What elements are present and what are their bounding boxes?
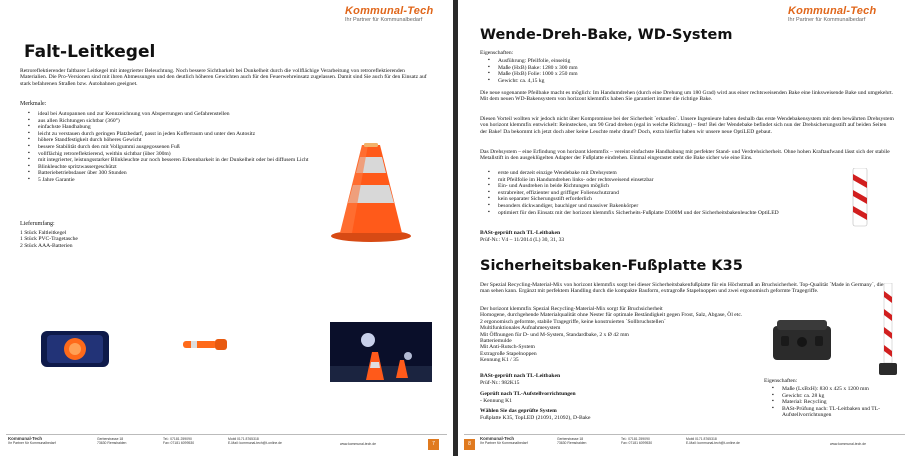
k35-waehlen: Wählen Sie das geprüfte System xyxy=(480,408,557,414)
brand-name: Kommunal-Tech xyxy=(345,5,434,17)
specs-list xyxy=(764,386,911,419)
footer-rule xyxy=(6,434,447,435)
footer-address xyxy=(97,437,126,445)
footer-brand-name-right: Kommunal-Tech xyxy=(480,436,515,441)
k35-feature-item: Multifunktionales Aufnahmesystem xyxy=(480,325,561,332)
feature-item: ▪ ideal bei Autopannen und zur Kennzeichnung von Absperrungen und Gefahrenstellen xyxy=(38,111,343,118)
page-number: 7 xyxy=(428,439,439,450)
brand-tagline-right: Ihr Partner für Kommunalbedarf xyxy=(788,17,866,23)
specs-heading: Eigenschaften: xyxy=(764,378,798,384)
k35-kennung: - Kennung K1 xyxy=(480,398,513,404)
k35-feature-item: Mit Öffnungen für D- und M-System, Standardbake, 2 x Ø 42 mm xyxy=(480,331,629,338)
intro-text: Retroreflektierender faltbarer Leitkegel mit integrierter Beleuchtung. Noch bessere Sichtbarkeit bei Dunkelheit durch die vollflächige Verarbeitung von retroreflektierenden Materialien. Die Pro-Versionen sind mit ihren Abmessungen und den deutlich höheren Gewichten auch für den Feuerwehreinsatz zugelassen. Damit sind Sie auch für den Einsatz auf stark befahrenen Straßen bzw. Autobahnen geeignet. xyxy=(20,68,427,87)
footer-addr2-right: 73630 Remshalden xyxy=(557,441,587,446)
footer-email-right: E-Mail: kommunal-tech@t-online.de xyxy=(686,441,740,446)
feature-item: ▪ vollflächig retroreflektierend, weithin sichtbar (über 300m) xyxy=(38,151,343,158)
feature-item: ▪ leicht zu verstauen durch geringen Platzbedarf, passt in jeden Kofferraum und unter den Autositz xyxy=(38,131,343,138)
footer-address-right xyxy=(557,437,586,445)
k35-feature-item: Homogene, durchgehende Materialqualität ohne Nester für optimale Beständigkeit gegen Frost, Salz, Abgase, Öl etc. xyxy=(480,312,743,319)
footer-rule-right xyxy=(464,434,905,435)
section-title-k35: Sicherheitsbaken-Fußplatte K35 xyxy=(480,258,743,274)
k35-feature-item: Mit Anti-Rutsch-System xyxy=(480,344,535,351)
features-list xyxy=(20,111,343,184)
footer-tel: Tel.: 07181 259090 xyxy=(163,437,192,441)
k35-feature-item: Der horizont klemmfix Spezial Recycling-Material-Mix sorgt für Bruchsicherheit xyxy=(480,306,663,312)
feature-item: ▪ aus allen Richtungen sichtbar (360°) xyxy=(38,118,343,125)
footer-contact xyxy=(228,437,282,445)
wd-pruefnr: Prüf-Nr.: V4 – 11/2014 (L) 30, 31, 33 xyxy=(480,237,565,243)
delivery-item: 1 Stück PVC-Tragetasche xyxy=(20,236,78,243)
wd-feature-item: ▪ mit Pfeilfolie im Handumdrehen links- oder rechtsweisend einsetzbar xyxy=(498,177,798,184)
page-left xyxy=(0,0,453,456)
page-number-right: 8 xyxy=(464,439,475,450)
footer-addr1-right: Gerberstrasse 18 xyxy=(557,437,584,441)
footer-addr2: 73630 Remshalden xyxy=(97,441,127,446)
delivery-list xyxy=(20,230,78,249)
props-list xyxy=(480,58,798,84)
k35-system: Fußplatte K35, TopLED (21091, 21092), D-Bake xyxy=(480,415,591,421)
brand-logo xyxy=(345,5,433,23)
spec-item: ▪ BASt-Prüfung nach: TL-Leitbaken und TL-Aufstellvorrichtungen xyxy=(782,406,911,419)
spec-item: ▪ Material: Recycling xyxy=(782,399,911,406)
feature-item: ▪ bessere Stabilität durch den mit Vollgummi ausgegossenen Fuß xyxy=(38,144,343,151)
wd-para2: Diesen Vorteil wollten wir jedoch nicht über Kompromisse bei der Sicherheit ´erkaufen´. Unsere Ingenieure haben deshalb das erste Wendebakensystem mit dem bewährten Drehsystem von horizont klemmfix entwickelt: Reinstecken, um 90 Grad drehen (egal in welche Richtung) – fest! Bei der Wendebake befindet sich nun der Drehsicherungsstift auf beiden Seiten der Bake! Da bekommt ich jetzt doch aber keine Leuchte mehr drauf? Doch, extra hierfür haben wir unsere neue OptiLED gebaut. xyxy=(480,116,894,135)
wd-feature-item: ▪ Ein- und Ausdrehen in beide Richtungen möglich xyxy=(498,183,798,190)
footer-brand-sub-right: Ihr Partner für Kommunalbedarf xyxy=(480,441,528,445)
k35-feature-item: Kennung K1 / 35 xyxy=(480,357,519,364)
footer-brand xyxy=(8,436,56,445)
wd-para1: Die neue sogenannte Pfeilbake macht es möglich: Im Handumdrehen (durch eine Drehung um 180 Grad) wird aus einer rechtsweisenden Bake eine linksweisende Bake und umgekehrt. Mit dem neuen WD-Bakensystem von horizont klemmfix haben Sie garantiert immer die richtige Bake. xyxy=(480,90,894,103)
feature-item: ▪ einfachste Handhabung xyxy=(38,124,343,131)
footer-tel-right: Tel.: 07181 259090 xyxy=(621,437,650,441)
wd-feature-item: ▪ kein separater Sicherungsstift erforderlich xyxy=(498,196,798,203)
footer-brand-sub: Ihr Partner für Kommunalbedarf xyxy=(8,441,56,445)
section-title-wd-system: Wende-Dreh-Bake, WD-System xyxy=(480,27,733,43)
property-item: ▪ Gewicht: ca. 4,15 kg xyxy=(498,78,798,85)
k35-pruefnr: Prüf-Nr.: 982K15 xyxy=(480,380,520,386)
wende-bake-image xyxy=(850,168,870,228)
delivery-heading: Lieferumfang: xyxy=(20,221,55,227)
brand-tagline: Ihr Partner für Kommunalbedarf xyxy=(345,17,423,23)
feature-item: ▪ Blinkleuchte spritzwassergeschützt xyxy=(38,164,343,171)
footer-brand-name: Kommunal-Tech xyxy=(8,436,43,441)
footer-phone-right xyxy=(621,437,652,445)
feature-item: ▪ 5 Jahre Garantie xyxy=(38,177,343,184)
k35-feature-item: Extragroße Stapelnoppen xyxy=(480,350,537,357)
spec-item: ▪ Gewicht: ca. 28 kg xyxy=(782,393,911,400)
night-road-image xyxy=(330,322,432,382)
k35-feature-item: Batteriemulde xyxy=(480,338,512,345)
footer-addr1: Gerberstrasse 18 xyxy=(97,437,124,441)
wd-features-list xyxy=(480,170,798,216)
footer-contact-right xyxy=(686,437,740,445)
wd-feature-item: ▪ besonders dickwandiger, bauchiger und massiver Bakenkörper xyxy=(498,203,798,210)
footer-fax-right: Fax: 07181 6099530 xyxy=(621,441,653,446)
spec-item: ▪ Maße (LxBxH): 830 x 425 x 1200 mm xyxy=(782,386,911,393)
page-right xyxy=(458,0,911,456)
page-title: Falt-Leitkegel xyxy=(24,42,156,62)
wd-feature-item: ▪ extrabreiter, effizienter und griffiger Folienschutzrand xyxy=(498,190,798,197)
footer-email: E-Mail: kommunal-tech@t-online.de xyxy=(228,441,282,446)
feature-item: ▪ mit integrierter, leistungsstarker Blinkleuchte zur noch besseren Erkennbarkeit in der Dunkelheit oder bei diffusem Licht xyxy=(38,157,343,164)
footer-fax: Fax: 07181 6099530 xyxy=(163,441,195,446)
brand-name-right: Kommunal-Tech xyxy=(788,5,877,17)
wd-feature-item: ▪ erste und derzeit einzige Wendebake mit Drehsystem xyxy=(498,170,798,177)
property-item: ▪ Maße (HxB) Bake: 1280 x 300 mm xyxy=(498,65,798,72)
property-item: ▪ Ausführung: Pfeilfolie, einseitig xyxy=(498,58,798,65)
brand-logo-right xyxy=(788,5,876,23)
footer-web-link-right[interactable]: www.kommunal-tech.de xyxy=(830,442,866,446)
delivery-item: 2 Stück AAA-Batterien xyxy=(20,242,73,249)
k35-aufstell: Geprüft nach TL-Aufstellvorrichtungen xyxy=(480,391,576,397)
wd-para3: Das Drehsystem – eine Erfindung von horizont klemmfix – vereint einfachste Handhabung mit perfekter Stand- und Verdrehsicherheit. Ohne hohen Kraftaufwand lässt sich der stabile Metallstift in den ausgeklügelten Adapter der Fußplatte eindrehen. Einmal eingerastet steht die Bake sicher wie eine Eins. xyxy=(480,149,890,162)
features-heading: Merkmale: xyxy=(20,101,47,107)
fussplatte-image xyxy=(771,314,833,364)
delivery-item: 1 Stück Faltleitkegel xyxy=(20,230,67,236)
props-heading: Eigenschaften: xyxy=(480,50,514,56)
bake-with-fussplatte-image xyxy=(879,283,897,377)
footer-mobil-right: Mobil 0171 8765318 xyxy=(686,437,717,441)
wd-bast: BASt-geprüft nach TL-Leitbaken xyxy=(480,230,561,236)
footer-web-link[interactable]: www.kommunal-tech.de xyxy=(340,442,376,446)
k35-bast: BASt-geprüft nach TL-Leitbaken xyxy=(480,373,561,379)
k35-feature-item: 2 ergonomisch geformte, stabile Tragegriffe, keine konstruierten ´Sollbruchstellen´ xyxy=(480,318,666,325)
feature-item: ▪ höhere Standfestigkeit durch höheres Gewicht xyxy=(38,137,343,144)
footer-brand-right xyxy=(480,436,528,445)
folded-cone-image xyxy=(177,334,231,354)
feature-item: ▪ Batteriebetriebsdauer über 300 Stunden xyxy=(38,170,343,177)
footer-mobil: Mobil 0171 8765318 xyxy=(228,437,259,441)
traffic-cone-image xyxy=(328,143,414,243)
k35-list xyxy=(480,306,810,364)
property-item: ▪ Maße (HxB) Folie: 1000 x 250 mm xyxy=(498,71,798,78)
k35-para: Der Spezial Recycling-Material-Mix von horizont klemmfix sorgt bei dieser Sicherheitsbakenfußplatte für ein Höchstmaß an Bruchsicherheit. Top-Qualität ´Made in Germany´, die man sehen kann. Ergänzt mit perfektem Handling durch die kompakte Bauform, extragroße Stapelnoppen und zwei ergonomisch geformte Tragegriffe. xyxy=(480,282,884,295)
cone-in-bag-image xyxy=(37,327,113,371)
wd-feature-item: ▪ optimiert für den Einsatz mit der horizont klemmfix Sicherheits-Fußplatte D300M und der Sicherheitsbakenleuchte OptiLED xyxy=(498,210,798,217)
footer-phone xyxy=(163,437,194,445)
